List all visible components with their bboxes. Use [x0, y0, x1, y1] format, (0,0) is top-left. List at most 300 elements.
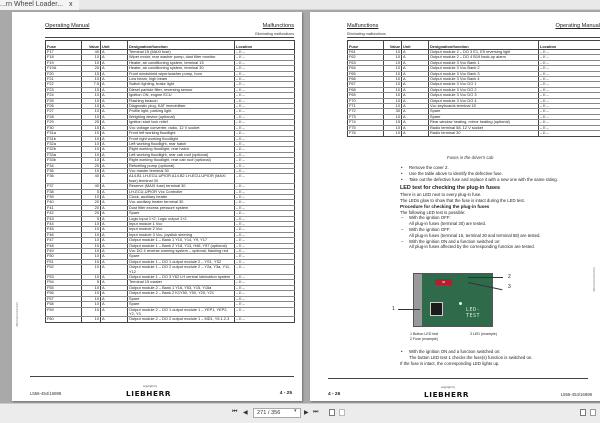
cell-designation: Spare: [429, 109, 539, 114]
cell-value: 10: [384, 55, 402, 60]
page-number: 4 - 26: [328, 392, 341, 397]
cell-unit: A: [101, 131, 128, 136]
cell-location: – II –: [235, 50, 295, 55]
cell-fuse: F28: [46, 114, 82, 119]
legend-item-3: 3 LED (example): [470, 332, 497, 336]
cell-value: 20: [82, 163, 101, 168]
cell-fuse: F66: [348, 77, 384, 82]
led-intro-2: The LEDs glow to show that the fuse is intact during the LED test.: [400, 197, 525, 203]
document-tab[interactable]: [0, 0, 79, 10]
cell-fuse: F26: [46, 104, 82, 109]
cell-location: – II –: [235, 136, 295, 141]
col-designation: Designation/function: [128, 41, 235, 50]
cell-location: – II –: [235, 259, 295, 264]
col-designation: Designation/function: [429, 41, 539, 50]
cell-value: 10: [384, 77, 402, 82]
cell-unit: A: [101, 120, 128, 125]
cell-designation: Output module 1 – DO 2 output module 2 – Y2a, Y3a, Y11, Y12: [128, 265, 235, 275]
cell-designation: Heater, air conditioning system, terminal 30: [128, 66, 235, 71]
cell-designation: Ignition ON, engine ECU: [128, 93, 235, 98]
cell-designation: Output module 3 Vcc Bank 2: [429, 66, 539, 71]
cell-value: 10: [82, 285, 101, 290]
cell-unit: A: [101, 184, 128, 189]
cell-fuse: F56: [46, 291, 82, 296]
cell-location: – II –: [235, 296, 295, 301]
cell-fuse: F39: [46, 194, 82, 199]
cell-designation: Output module 1 – DO 3 Y62 LH central lubrication system: [128, 275, 235, 280]
cell-value: 20: [82, 66, 101, 71]
cell-unit: A: [101, 275, 128, 280]
cell-unit: A: [101, 265, 128, 275]
cell-unit: A: [101, 200, 128, 205]
cell-fuse: F22: [46, 82, 82, 87]
cell-location: – II –: [235, 93, 295, 98]
cell-value: 10: [82, 302, 101, 307]
possible-text: The following LED test is possible:: [400, 209, 466, 215]
table-caption: Fuses in the driver's cab: [447, 155, 494, 160]
cell-unit: A: [402, 71, 429, 76]
step-1: • Remove the cover 2.: [400, 165, 575, 171]
cell-location: – II –: [235, 302, 295, 307]
cell-unit: A: [101, 194, 128, 199]
cell-location: – II –: [235, 60, 295, 65]
page-dropdown-icon[interactable]: ▾: [294, 408, 297, 414]
cell-designation: Output module 3 Vcc DO 3: [429, 93, 539, 98]
cell-designation: Right working floodlight, rear hatch: [128, 147, 235, 152]
cell-value: 10: [384, 71, 402, 76]
page-subheader: Eliminating malfunctions: [255, 32, 294, 36]
cell-fuse: F31b: [46, 136, 82, 141]
procedure-heading: Procedure for checking the plug-in fuses: [400, 203, 490, 209]
cell-fuse: F53: [46, 275, 82, 280]
cell-location: – II –: [539, 131, 600, 136]
cell-fuse: F57: [46, 296, 82, 301]
cell-location: – II –: [235, 291, 295, 296]
cell-designation: Spare: [128, 254, 235, 259]
cell-value: 10: [82, 296, 101, 301]
page-right: [310, 12, 600, 401]
cell-location: – II –: [539, 93, 600, 98]
cell-value: 10: [82, 222, 101, 227]
cell-value: 10: [82, 243, 101, 248]
cell-unit: A: [101, 114, 128, 119]
cell-designation: A14.B1 LH-ECU-UPIOR A14.B2 LH-ECU-UPIOR (MAXI fuse) terminal 30: [128, 174, 235, 184]
cell-unit: A: [101, 238, 128, 243]
cell-unit: A: [101, 296, 128, 301]
cell-unit: A: [101, 302, 128, 307]
cell-unit: A: [101, 211, 128, 216]
final-note: If the fuse is intact, the corresponding LED lights up.: [400, 361, 500, 366]
cell-location: – II –: [539, 55, 600, 60]
cell-fuse: F50: [46, 254, 82, 259]
cell-location: – II –: [235, 109, 295, 114]
cell-value: 15: [82, 125, 101, 130]
cell-unit: A: [101, 77, 128, 82]
cell-fuse: F19: [46, 60, 82, 65]
cell-unit: A: [101, 158, 128, 163]
cell-designation: Diesel particle filter, reversing sensor: [128, 87, 235, 92]
cell-location: – II –: [235, 307, 295, 317]
cell-designation: Output module 3 Vcc Bank 3: [429, 71, 539, 76]
cell-location: – II –: [235, 189, 295, 194]
cell-value: 10: [82, 232, 101, 237]
single-page-view-icon[interactable]: [329, 409, 335, 416]
cell-value: 10: [82, 114, 101, 119]
callout-1: 1: [392, 306, 395, 312]
cell-value: 20: [82, 200, 101, 205]
cell-location: – II –: [235, 200, 295, 205]
cell-fuse: F71: [348, 104, 384, 109]
cell-location: – II –: [235, 141, 295, 146]
cell-fuse: F72: [348, 109, 384, 114]
final-step-label: • With the ignition ON and a function switched on:: [400, 349, 585, 355]
cell-unit: A: [101, 82, 128, 87]
header-rule: [45, 37, 294, 38]
cell-value: 10: [384, 131, 402, 136]
cell-value: 10: [82, 317, 101, 322]
cell-designation: Wiper motor, rear washer pump, dust filter monitor: [128, 55, 235, 60]
cell-value: 5: [82, 216, 101, 221]
liebherr-logo: LIEBHERR: [424, 390, 470, 399]
cell-value: 15: [82, 71, 101, 76]
cell-designation: Front left working floodlight: [128, 131, 235, 136]
cell-unit: A: [101, 93, 128, 98]
cell-fuse: F61: [348, 50, 384, 55]
cell-designation: Front right working floodlight: [128, 136, 235, 141]
cell-designation: Weighing device (optional): [128, 114, 235, 119]
cell-unit: A: [101, 104, 128, 109]
cell-designation: Output module 1 – Bank 2 Y18, Y13, H46, Y57 (optional): [128, 243, 235, 248]
cell-designation: Terminal 15 master: [128, 280, 235, 285]
cell-fuse: F41: [46, 205, 82, 210]
cell-unit: A: [402, 114, 429, 119]
cell-unit: A: [402, 104, 429, 109]
cell-designation: Input module 2 Vcc: [128, 227, 235, 232]
col-location: Location: [539, 41, 600, 50]
led-test-button: [430, 302, 443, 316]
cell-fuse: F25: [46, 98, 82, 103]
cell-value: 15: [384, 120, 402, 125]
cell-fuse: F27: [46, 109, 82, 114]
cell-designation: Output module 2 – Bank 2 K1Y50, Y50, Y20, Y21: [128, 291, 235, 296]
cell-unit: A: [402, 77, 429, 82]
cell-designation: Vcc auxiliary heater terminal 30: [128, 200, 235, 205]
cell-value: 10: [384, 50, 402, 55]
prev-page-icon[interactable]: ◀: [243, 410, 248, 416]
two-page-view-icon[interactable]: [339, 409, 345, 416]
cell-fuse: F33b: [46, 158, 82, 163]
cell-location: – II –: [235, 158, 295, 163]
fuse-example: 30: [435, 279, 452, 285]
cell-designation: Output module 2 – DO 3 E1, E5 reversing light: [429, 50, 539, 55]
cell-unit: A: [402, 131, 429, 136]
page-header-left: Operating Manual: [45, 23, 90, 29]
cell-unit: A: [101, 50, 128, 55]
cell-value: 40: [82, 184, 101, 189]
figure-legend-right: [470, 332, 497, 337]
condition-1-label: – With the ignition OFF:: [400, 215, 575, 221]
fuse-table-right: [347, 40, 600, 137]
cell-designation: Refuelling pump (optional): [128, 163, 235, 168]
cell-unit: A: [402, 50, 429, 55]
cell-unit: A: [101, 136, 128, 141]
cell-fuse: F19A: [46, 66, 82, 71]
cell-designation: Output module 3 Vcc Bank 4: [429, 77, 539, 82]
cell-designation: Rear window heating, mirror heating (optional): [429, 120, 539, 125]
navigation-toolbar: [0, 403, 600, 423]
cell-value: 10: [82, 249, 101, 254]
cell-location: – II –: [235, 77, 295, 82]
cell-value: 40: [82, 50, 101, 55]
cell-value: 10: [384, 114, 402, 119]
cell-location: – II –: [235, 71, 295, 76]
cell-designation: Diagnostic plug, KAT immobiliser: [128, 104, 235, 109]
footer-doc-number: L556-454/16898: [30, 391, 62, 396]
cell-unit: A: [101, 163, 128, 168]
col-value: Value: [384, 41, 402, 50]
cell-fuse: F68: [348, 87, 384, 92]
table-row: [46, 317, 295, 322]
cell-designation: Output module 3 Vcc Bank 1: [429, 60, 539, 65]
page-left: [12, 12, 302, 401]
cell-designation: Front windshield wiper/washer pump, horn: [128, 71, 235, 76]
cell-unit: A: [101, 216, 128, 221]
cell-value: 10: [82, 131, 101, 136]
col-unit: Unit: [101, 41, 128, 50]
cell-fuse: F58: [46, 302, 82, 307]
cell-fuse: F74: [348, 120, 384, 125]
cell-value: 10: [384, 104, 402, 109]
cell-value: 10: [82, 136, 101, 141]
cell-unit: A: [402, 120, 429, 125]
cell-designation: Spare: [128, 296, 235, 301]
cell-location: – II –: [235, 163, 295, 168]
page-number-input[interactable]: 271 / 356: [253, 408, 301, 418]
col-fuse: Fuse: [46, 41, 82, 50]
last-page-icon[interactable]: ⏭: [313, 409, 319, 415]
instructions-block: [400, 165, 575, 250]
condition-2-detail: All plug-in fuses (terminal 15, terminal 30 and terminal 58) are tested.: [409, 232, 541, 238]
zoom-tool-icon[interactable]: [590, 409, 596, 416]
final-step-detail: The button LED test 1 checks the fuse(s) function is switched on.: [409, 354, 533, 360]
cell-location: – II –: [235, 222, 295, 227]
cell-fuse: F60: [46, 317, 82, 322]
side-code: MDXXXXXXXXXXXX: [16, 302, 19, 327]
cell-fuse: F76: [348, 131, 384, 136]
cell-value: 10: [384, 66, 402, 71]
cell-location: – II –: [235, 317, 295, 322]
cell-fuse: F31a: [46, 131, 82, 136]
cell-designation: Input module 3 Vcc, joystick steering: [128, 232, 235, 237]
page-header-right: Malfunctions: [262, 23, 294, 29]
cell-fuse: F30: [46, 125, 82, 130]
cell-location: – II –: [235, 265, 295, 275]
cell-unit: A: [101, 141, 128, 146]
cell-fuse: F49: [46, 249, 82, 254]
cell-fuse: F64: [348, 66, 384, 71]
cell-value: 10: [82, 60, 101, 65]
cell-location: – II –: [235, 205, 295, 210]
cell-fuse: F29: [46, 120, 82, 125]
cell-location: – II –: [235, 147, 295, 152]
cell-unit: A: [402, 109, 429, 114]
footer-doc-number: L556-454/16898: [560, 392, 592, 397]
cell-unit: A: [101, 232, 128, 237]
cell-value: 10: [82, 168, 101, 173]
cell-value: 10: [82, 158, 101, 163]
cell-location: – II –: [235, 114, 295, 119]
callout-2: 2: [508, 274, 511, 280]
cell-designation: Terminal 15 (MAXI fuse): [128, 50, 235, 55]
cell-fuse: F75: [348, 125, 384, 130]
cell-value: 10: [82, 227, 101, 232]
cell-unit: A: [101, 174, 128, 184]
cell-value: 5: [82, 280, 101, 285]
cell-location: – II –: [539, 77, 600, 82]
cell-value: 15: [82, 87, 101, 92]
cell-location: – II –: [539, 125, 600, 130]
cell-fuse: F51: [46, 259, 82, 264]
cell-value: 10: [82, 93, 101, 98]
header-rule: [347, 37, 600, 38]
cell-unit: A: [101, 285, 128, 290]
figure-legend-left: [410, 332, 438, 341]
cell-location: – II –: [235, 152, 295, 157]
callout-line-1: [398, 309, 420, 310]
cell-location: – II –: [235, 243, 295, 248]
cell-location: – II –: [235, 238, 295, 243]
cell-fuse: F67: [348, 82, 384, 87]
cell-fuse: F36: [46, 174, 82, 184]
cell-designation: Right working floodlight, rear cab roof (optional): [128, 158, 235, 163]
step-3: • Take out the defective fuse and replace it with a new one with the same rating.: [400, 177, 575, 183]
copyright-text: copyright by: [441, 386, 455, 389]
legend-item-1: 1 Button LED test: [410, 332, 439, 336]
cell-unit: A: [402, 87, 429, 92]
tab-close-icon[interactable]: x: [69, 1, 73, 8]
cell-designation: Input module 1 Vcc: [128, 222, 235, 227]
cell-unit: A: [101, 98, 128, 103]
cell-value: 10: [82, 98, 101, 103]
cell-unit: A: [402, 98, 429, 103]
cell-fuse: F21: [46, 77, 82, 82]
cell-unit: A: [402, 55, 429, 60]
cell-fuse: F62: [348, 55, 384, 60]
cell-value: 5: [82, 189, 101, 194]
cell-value: 40: [82, 174, 101, 184]
cell-location: – II –: [539, 60, 600, 65]
cell-fuse: F34: [46, 163, 82, 168]
cell-fuse: F23: [46, 87, 82, 92]
led-test-photo: [413, 273, 493, 327]
condition-2-label: – With the ignition OFF:: [400, 227, 575, 233]
footer-rule: [30, 376, 294, 377]
cell-fuse: F65: [348, 71, 384, 76]
table-row: [348, 131, 600, 136]
cell-location: – II –: [235, 249, 295, 254]
tab-title: ...rn Wheel Loader...: [0, 1, 64, 8]
cell-location: – II –: [539, 71, 600, 76]
cell-designation: Profile light, parking light: [128, 109, 235, 114]
cell-unit: A: [101, 254, 128, 259]
cell-fuse: F48: [46, 243, 82, 248]
liebherr-logo: LIEBHERR: [126, 389, 172, 398]
cell-location: – II –: [235, 194, 295, 199]
cell-value: 10: [384, 82, 402, 87]
cell-unit: A: [402, 93, 429, 98]
cell-value: 10: [82, 254, 101, 259]
page-header-right: Operating Manual: [555, 23, 600, 29]
cell-designation: Spare: [128, 211, 235, 216]
cell-value: 10: [82, 194, 101, 199]
cell-location: – II –: [235, 66, 295, 71]
cell-unit: A: [402, 66, 429, 71]
cell-location: – II –: [539, 87, 600, 92]
cell-designation: Vcc master terminal 30: [128, 168, 235, 173]
cell-fuse: F44: [46, 222, 82, 227]
document-viewer[interactable]: [0, 10, 600, 403]
cell-value: 10: [82, 109, 101, 114]
cell-location: – II –: [235, 168, 295, 173]
cell-unit: A: [101, 205, 128, 210]
cell-location: – II –: [539, 98, 600, 103]
cell-designation: Clock, auxiliary heater: [128, 194, 235, 199]
cell-fuse: F18: [46, 55, 82, 60]
cell-value: 25: [82, 120, 101, 125]
cell-unit: A: [101, 87, 128, 92]
cell-location: – II –: [235, 216, 295, 221]
cell-fuse: F33a: [46, 152, 82, 157]
cell-value: 10: [82, 104, 101, 109]
footer-rule: [328, 378, 588, 379]
led-example: [459, 302, 462, 305]
cell-location: – II –: [235, 125, 295, 130]
page-header-left: Malfunctions: [347, 23, 379, 29]
cell-fuse: F24: [46, 93, 82, 98]
cell-unit: A: [101, 307, 128, 317]
cell-location: – II –: [235, 211, 295, 216]
cell-location: – II –: [235, 285, 295, 290]
next-page-icon[interactable]: ▶: [304, 410, 309, 416]
led-intro-1: There is an LED next to every plug-in fuse.: [400, 192, 482, 198]
cell-value: 10: [384, 87, 402, 92]
cell-location: – II –: [235, 254, 295, 259]
fit-page-icon[interactable]: [580, 409, 586, 416]
cell-unit: A: [101, 189, 128, 194]
cell-value: 10: [82, 238, 101, 243]
tab-bar: [0, 0, 600, 10]
cell-unit: A: [402, 60, 429, 65]
cell-value: 10: [384, 125, 402, 130]
cell-designation: Output module 3 Vcc DO 2: [429, 87, 539, 92]
cell-unit: A: [101, 152, 128, 157]
photo-frame-edge: [414, 274, 422, 327]
cell-value: 10: [82, 265, 101, 275]
first-page-icon[interactable]: ⏮: [232, 409, 238, 415]
cell-fuse: F35: [46, 168, 82, 173]
condition-3-label: – With the ignition ON and a function switched on:: [400, 239, 575, 245]
cell-designation: Radio terminal 58, 12 V socket: [429, 125, 539, 130]
cell-value: 10: [82, 291, 101, 296]
cell-value: 20: [82, 211, 101, 216]
cell-location: – II –: [235, 232, 295, 237]
cell-designation: Heater, air conditioning system, terminal 15: [128, 60, 235, 65]
page-subheader: Eliminating malfunctions: [347, 32, 386, 36]
cell-location: – II –: [235, 275, 295, 280]
step-2: • Use the table above to identify the defective fuse.: [400, 171, 575, 177]
cell-designation: Ignition start lock relief: [128, 120, 235, 125]
cell-designation: Vcc voltage converter, radio, 12 V socket: [128, 125, 235, 130]
